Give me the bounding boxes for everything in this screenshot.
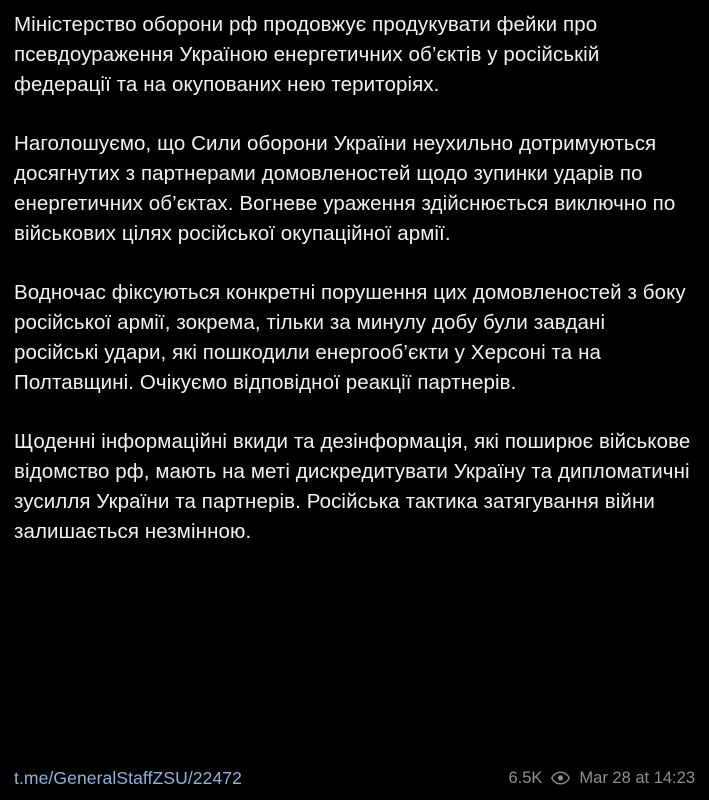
view-count-label: 6.5K [508,768,543,787]
post-paragraph-4: Щоденні інформаційні вкиди та дезінформація, які поширює військове відомство рф, мають на меті дискредитувати Україну та дипломатичні зусилля України та партнерів. Російська тактика затягування війни залишається незмінною. [14,430,697,543]
eye-icon [551,771,570,785]
post-permalink[interactable]: t.me/GeneralStaffZSU/22472 [14,767,242,788]
post-paragraph-1: Міністерство оборони рф продовжує продукувати фейки про псевдоураження Україною енергетичних об’єктів у російській федерації та на окупованих нею територіях. [14,13,606,96]
post-paragraph-2: Наголошуємо, що Сили оборони України неухильно дотримуються досягнутих з партнерами домовленостей щодо зупинки ударів по енергетичних об’єктах. Вогневе ураження здійснюється виключно по військових цілях російської окупаційної армії. [14,132,682,245]
post-footer [0,756,709,800]
post-timestamp: Mar 28 at 14:23 [579,768,695,787]
post-meta [508,769,695,788]
post-paragraph-3: Водночас фіксуються конкретні порушення цих домовленостей з боку російської армії, зокрема, тільки за минулу добу були завдані російські удари, які пошкодили енергооб’єкти у Херсоні та на Полтавщині. Очікуємо відповідної реакції партнерів. [14,281,692,394]
